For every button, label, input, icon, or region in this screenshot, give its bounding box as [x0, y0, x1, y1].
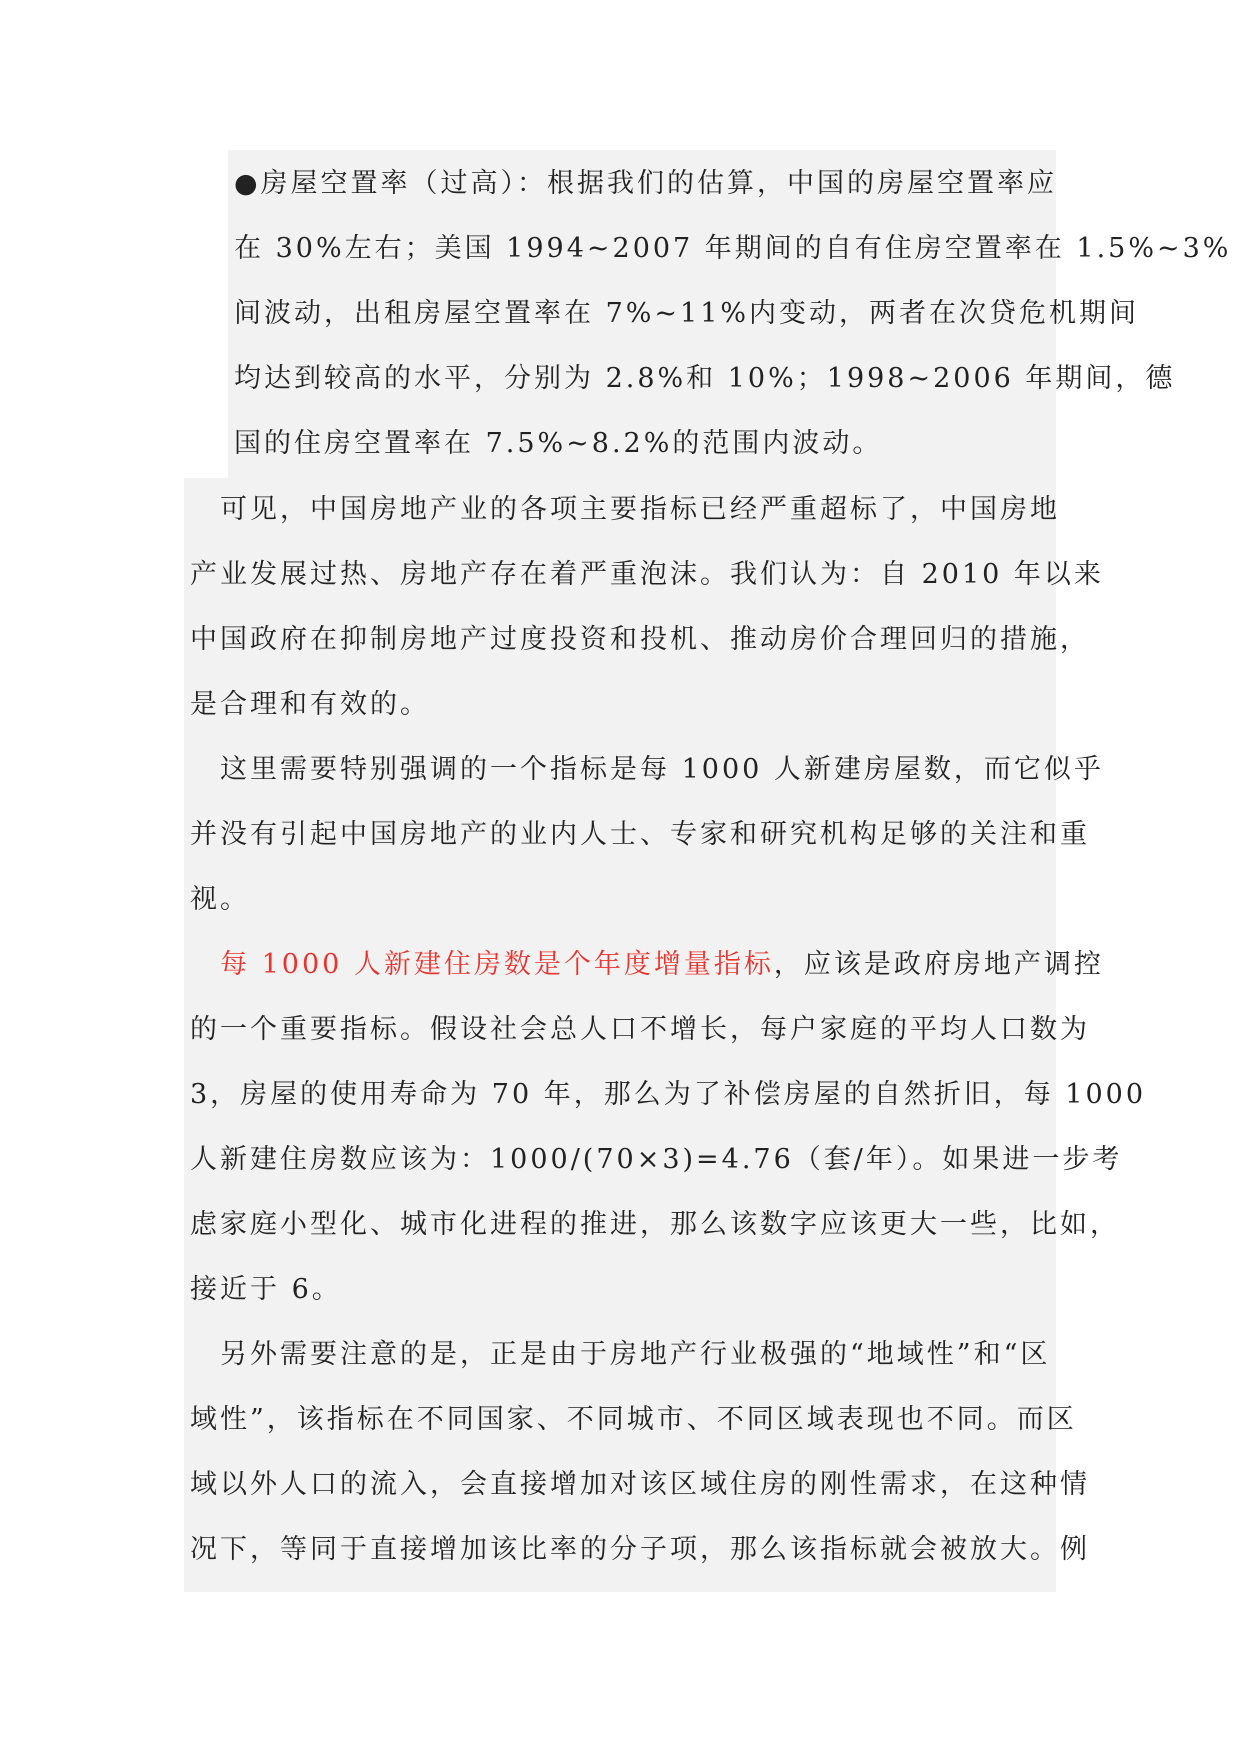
text-line: 这里需要特别强调的一个指标是每 1000 人新建房屋数，而它似乎 — [190, 754, 1104, 785]
text-line: ●房屋空置率（过高）：根据我们的估算，中国的房屋空置率应 — [234, 168, 1058, 199]
text-line: 中国政府在抑制房地产过度投资和投机、推动房价合理回归的措施， — [190, 624, 1090, 655]
text-line: 虑家庭小型化、城市化进程的推进，那么该数字应该更大一些，比如， — [190, 1209, 1120, 1240]
text-line: 产业发展过热、房地产存在着严重泡沫。我们认为：自 2010 年以来 — [190, 559, 1104, 590]
text-line: 域以外人口的流入，会直接增加对该区域住房的刚性需求，在这种情 — [190, 1469, 1090, 1500]
paragraph-key-indicator — [190, 737, 1104, 932]
text-line: 域性”，该指标在不同国家、不同城市、不同区域表现也不同。而区 — [190, 1404, 1077, 1435]
text-line: 国的住房空置率在 7.5%~8.2%的范围内波动。 — [234, 428, 883, 459]
highlighted-text: 每 1000 人新建住房数是个年度增量指标 — [190, 949, 774, 980]
text-line: 人新建住房数应该为：1000/(70×3)=4.76（套/年）。如果进一步考 — [190, 1144, 1123, 1175]
text-line: 接近于 6。 — [190, 1274, 342, 1305]
text-line: 间波动，出租房屋空置率在 7%~11%内变动，两者在次贷危机期间 — [234, 298, 1140, 329]
text-line: 均达到较高的水平，分别为 2.8%和 10%；1998~2006 年期间，德 — [234, 363, 1176, 394]
text-line: 是合理和有效的。 — [190, 689, 430, 720]
bullet-paragraph-vacancy-rate — [234, 151, 1231, 476]
paragraph-overheating — [190, 477, 1104, 737]
text-line: 3，房屋的使用寿命为 70 年，那么为了补偿房屋的自然折旧，每 1000 — [190, 1079, 1146, 1110]
text-line: 另外需要注意的是，正是由于房地产行业极强的“地域性”和“区 — [190, 1339, 1051, 1370]
text-line: 视。 — [190, 884, 250, 915]
text-line: 况下，等同于直接增加该比率的分子项，那么该指标就会被放大。例 — [190, 1534, 1090, 1565]
text-line: 并没有引起中国房地产的业内人士、专家和研究机构足够的关注和重 — [190, 819, 1090, 850]
paragraph-new-housing-per-1000 — [190, 932, 1146, 1322]
text-line: 的一个重要指标。假设社会总人口不增长，每户家庭的平均人口数为 — [190, 1014, 1090, 1045]
text-span: ，应该是政府房地产调控 — [773, 949, 1104, 980]
text-line-first — [190, 932, 1146, 997]
text-line: 在 30%左右；美国 1994~2007 年期间的自有住房空置率在 1.5%~3% — [234, 233, 1232, 264]
text-line: 可见，中国房地产业的各项主要指标已经严重超标了，中国房地 — [190, 494, 1060, 525]
paragraph-regional-differences — [190, 1322, 1090, 1582]
